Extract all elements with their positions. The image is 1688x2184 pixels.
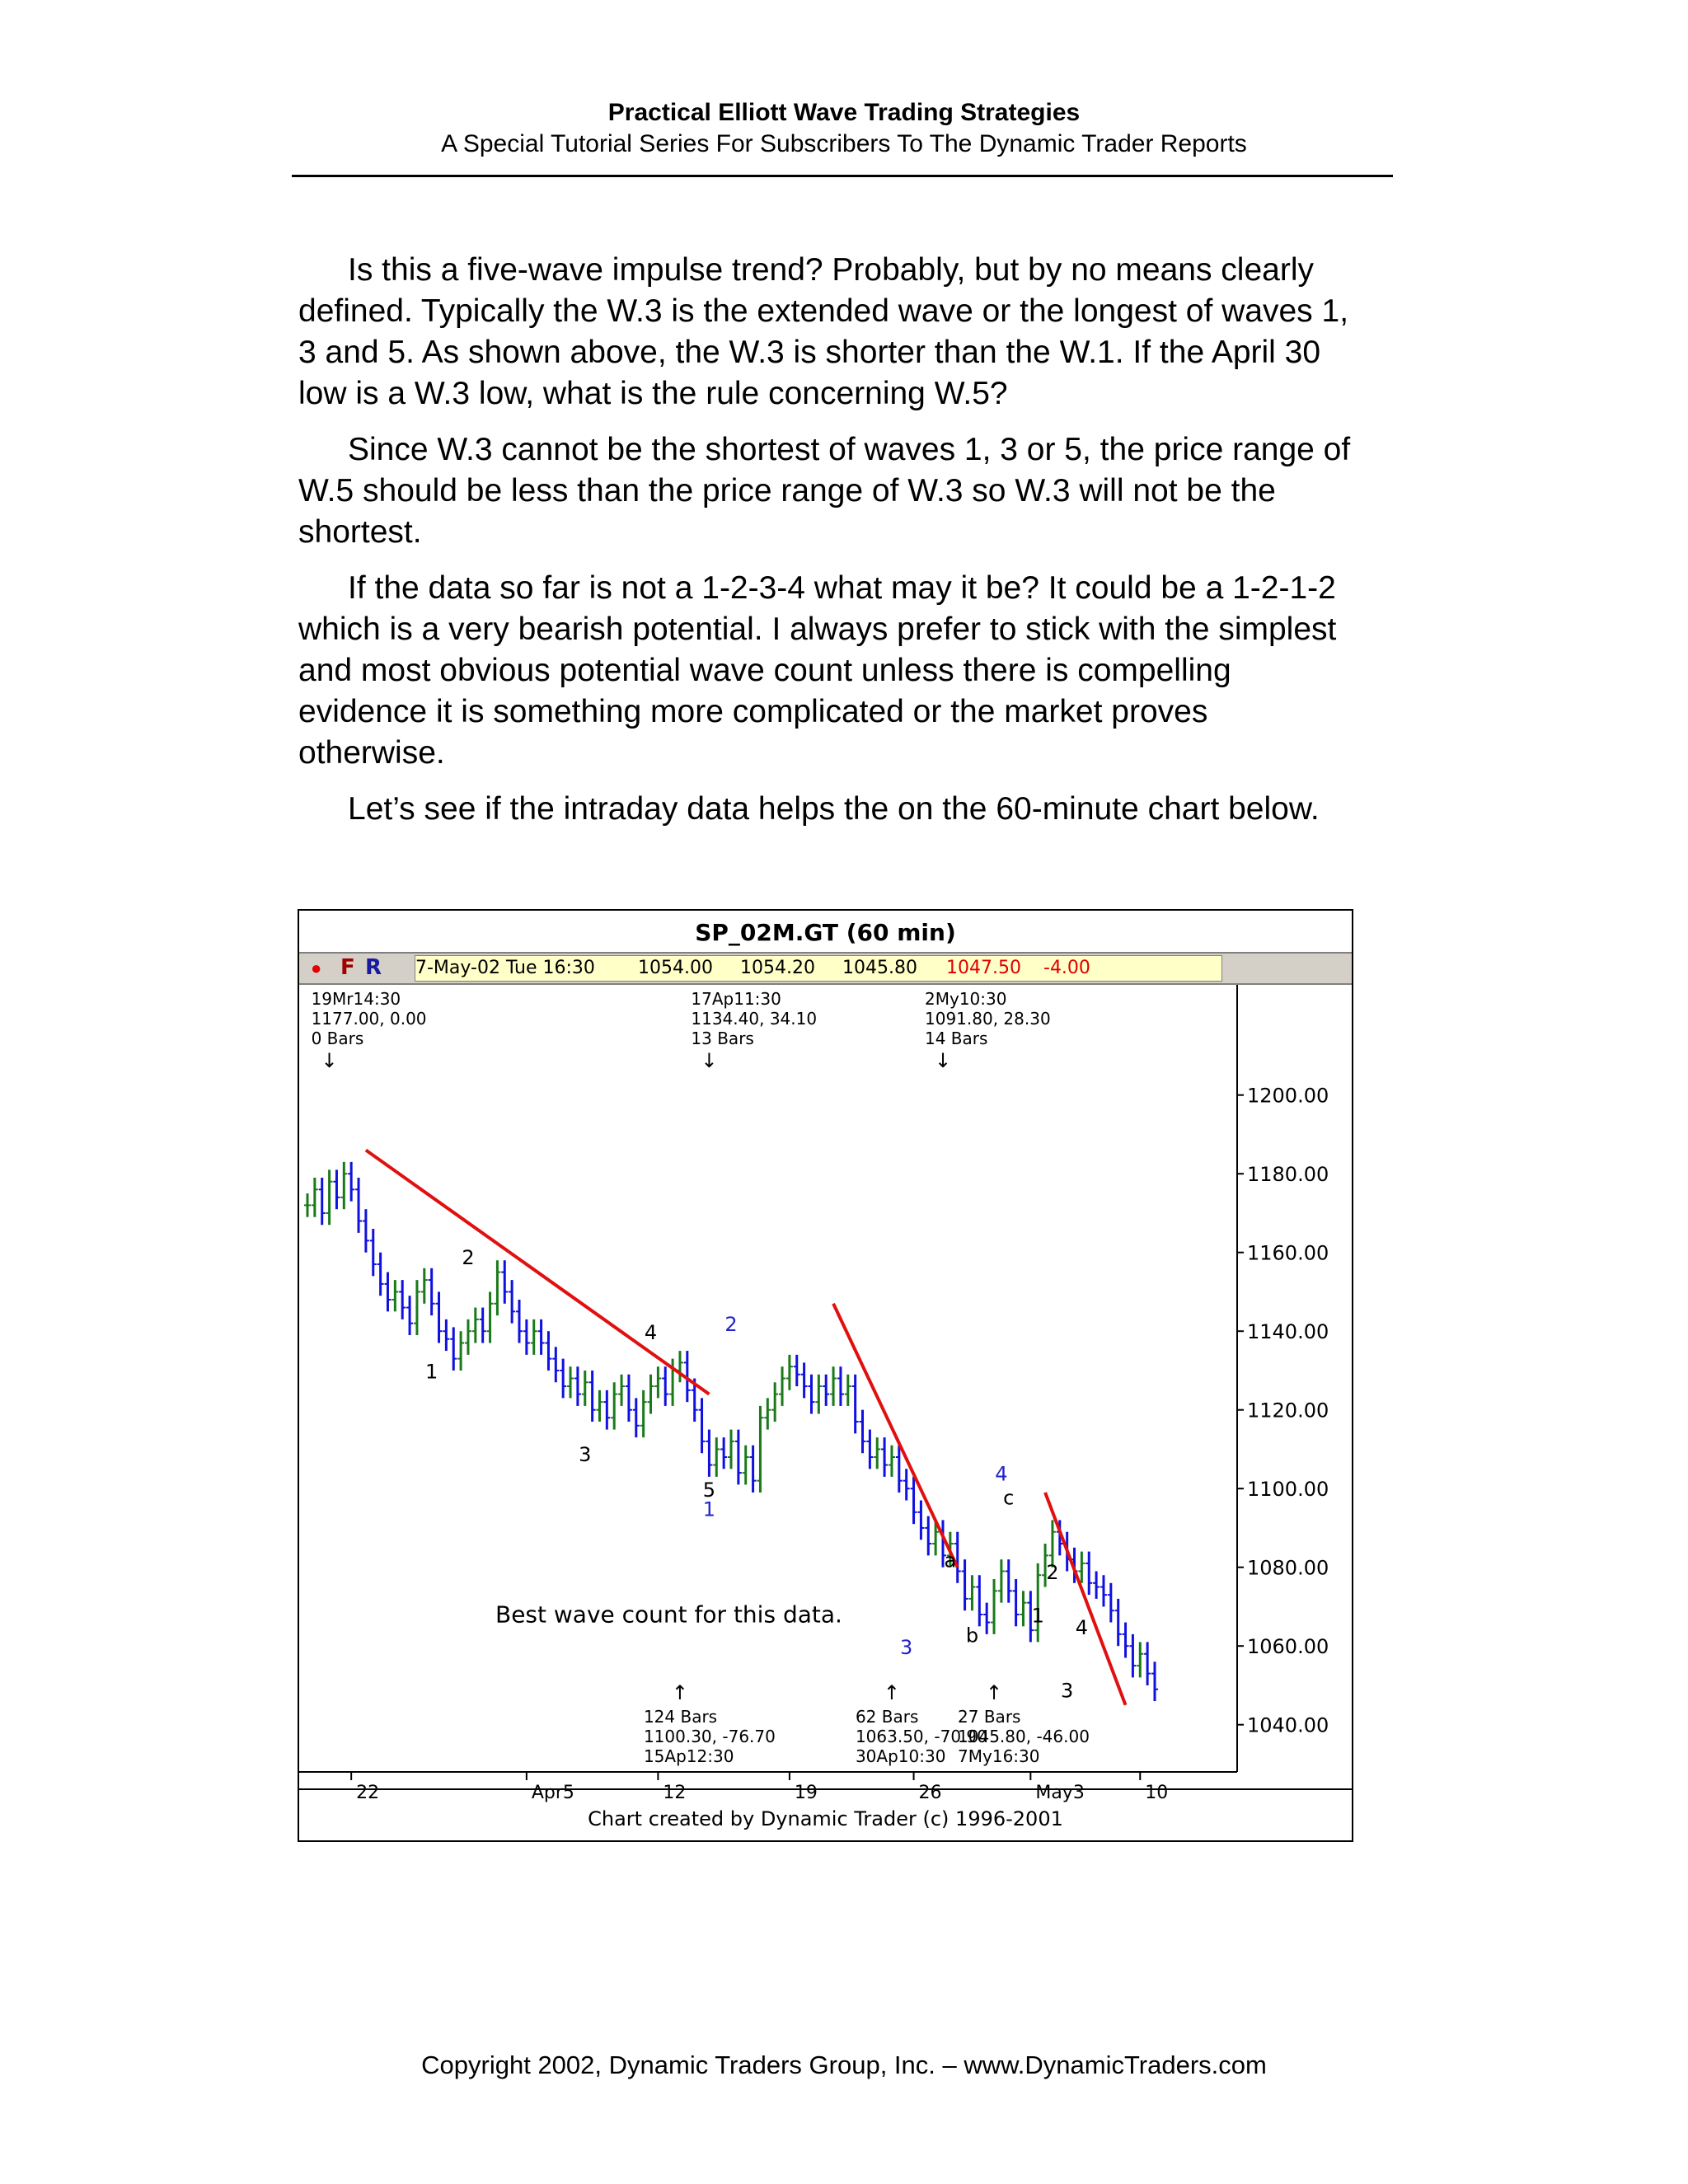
quote-close: 1047.50 bbox=[946, 958, 1021, 978]
wave-label: 4 bbox=[644, 1320, 658, 1344]
quote-date: 7-May-02 Tue 16:30 bbox=[415, 958, 595, 978]
wave-label: 2 bbox=[724, 1313, 738, 1337]
bottom-annotation-line: 1063.50, -70.90 bbox=[855, 1727, 987, 1746]
y-tick-label: 1180.00 bbox=[1247, 1163, 1329, 1187]
x-tick-label: 26 bbox=[918, 1783, 942, 1803]
price-chart bbox=[299, 985, 1352, 1839]
x-tick-label: Apr5 bbox=[531, 1783, 574, 1803]
y-tick-label: 1100.00 bbox=[1247, 1478, 1329, 1502]
top-annotation-line: 1177.00, 0.00 bbox=[311, 1009, 427, 1029]
quote-high: 1054.20 bbox=[740, 958, 815, 978]
wave-label: 3 bbox=[1061, 1679, 1074, 1703]
wave-label: 2 bbox=[1046, 1561, 1059, 1585]
bottom-annotation-line: 62 Bars bbox=[855, 1707, 919, 1727]
paragraph-2: Since W.3 cannot be the shortest of waves 1, 3 or 5, the price range of W.5 should be less than the price range of W.3 so W.3 will not be the shortest. bbox=[298, 432, 1351, 550]
y-tick-label: 1080.00 bbox=[1247, 1556, 1329, 1580]
trendline bbox=[833, 1304, 958, 1568]
document-subtitle: A Special Tutorial Series For Subscribers To The Dynamic Trader Reports bbox=[441, 130, 1247, 157]
quote-bar bbox=[415, 955, 1222, 982]
y-tick-label: 1040.00 bbox=[1247, 1713, 1329, 1737]
quote-open: 1054.00 bbox=[638, 958, 713, 978]
bottom-annotation-line: 7My16:30 bbox=[958, 1746, 1040, 1766]
quote-low: 1045.80 bbox=[842, 958, 917, 978]
y-tick-label: 1140.00 bbox=[1247, 1320, 1329, 1344]
r-button[interactable]: R bbox=[365, 955, 382, 980]
y-tick-label: 1060.00 bbox=[1247, 1635, 1329, 1659]
bottom-annotation-line: 1100.30, -76.70 bbox=[643, 1727, 776, 1746]
x-tick-label: May3 bbox=[1035, 1783, 1085, 1803]
f-button[interactable]: F bbox=[340, 955, 355, 980]
wave-label: 1 bbox=[1031, 1604, 1044, 1628]
chart-frame bbox=[298, 909, 1353, 1842]
trendline bbox=[1045, 1493, 1125, 1705]
paragraph-1: Is this a five-wave impulse trend? Probably, but by no means clearly defined. Typically the W.3 is the extended wave or the longest of waves 1, 3 and 5. As shown above, the W.3 is shorter than the W.1. If the April 30 low is a W.3 low, what is the rule concerning W.5? bbox=[298, 252, 1349, 411]
chart-footer: Chart created by Dynamic Trader (c) 1996-2001 bbox=[588, 1807, 1063, 1830]
up-arrow-icon: ↑ bbox=[883, 1681, 901, 1704]
wave-label: b bbox=[965, 1624, 979, 1647]
top-annotation-line: 1091.80, 28.30 bbox=[925, 1009, 1051, 1029]
trendline bbox=[366, 1151, 710, 1394]
wave-label: 3 bbox=[579, 1442, 592, 1466]
top-annotation-line: 19Mr14:30 bbox=[311, 989, 401, 1009]
wave-label: c bbox=[1003, 1486, 1015, 1510]
wave-label: a bbox=[944, 1549, 957, 1572]
document-title: Practical Elliott Wave Trading Strategies bbox=[607, 99, 1081, 126]
x-tick-label: 10 bbox=[1145, 1783, 1169, 1803]
up-arrow-icon: ↑ bbox=[671, 1681, 689, 1704]
paragraph-3: If the data so far is not a 1-2-3-4 what may it be? It could be a 1-2-1-2 which is a very bearish potential. I always prefer to stick with the simplest and most obvious potential wave count unless there is compelling evidence it is something more complicated or the market proves otherwise. bbox=[298, 570, 1337, 771]
top-annotation-line: 1134.40, 34.10 bbox=[691, 1009, 818, 1029]
up-arrow-icon: ↑ bbox=[985, 1681, 1003, 1704]
bottom-annotation-line: 1045.80, -46.00 bbox=[958, 1727, 1090, 1746]
bottom-annotation-line: 15Ap12:30 bbox=[643, 1746, 734, 1766]
wave-label: 4 bbox=[995, 1462, 1008, 1486]
top-annotation-line: 13 Bars bbox=[691, 1029, 754, 1048]
header-rule bbox=[292, 175, 1393, 177]
record-dot-icon[interactable]: ● bbox=[311, 958, 322, 978]
quote-change: -4.00 bbox=[1043, 958, 1090, 978]
wave-label: 1 bbox=[425, 1360, 438, 1384]
wave-label: 5 bbox=[702, 1478, 716, 1502]
down-arrow-icon: ↓ bbox=[934, 1049, 952, 1072]
wave-label: 1 bbox=[702, 1497, 716, 1521]
bottom-annotation-line: 27 Bars bbox=[958, 1707, 1021, 1727]
y-tick-label: 1120.00 bbox=[1247, 1399, 1329, 1422]
top-annotation-line: 2My10:30 bbox=[925, 989, 1007, 1009]
wave-label: 3 bbox=[900, 1635, 913, 1659]
y-tick-label: 1160.00 bbox=[1247, 1241, 1329, 1265]
chart-note: Best wave count for this data. bbox=[495, 1601, 842, 1629]
x-tick-label: 12 bbox=[663, 1783, 687, 1803]
top-annotation-line: 14 Bars bbox=[925, 1029, 988, 1048]
copyright-footer: Copyright 2002, Dynamic Traders Group, Inc. – www.DynamicTraders.com bbox=[421, 2050, 1267, 2079]
down-arrow-icon: ↓ bbox=[321, 1049, 338, 1072]
x-tick-label: 19 bbox=[794, 1783, 818, 1803]
top-annotation-line: 0 Bars bbox=[311, 1029, 364, 1048]
top-annotation-line: 17Ap11:30 bbox=[691, 989, 781, 1009]
chart-title: SP_02M.GT (60 min) bbox=[695, 919, 956, 946]
paragraph-4: Let’s see if the intraday data helps the on the 60-minute chart below. bbox=[348, 791, 1320, 827]
x-tick-label: 22 bbox=[356, 1783, 380, 1803]
bottom-annotation-line: 124 Bars bbox=[643, 1707, 718, 1727]
body-text bbox=[298, 250, 1353, 845]
chart-toolbar bbox=[299, 952, 1352, 985]
down-arrow-icon: ↓ bbox=[701, 1049, 718, 1072]
y-tick-label: 1200.00 bbox=[1247, 1084, 1329, 1108]
bottom-annotation-line: 30Ap10:30 bbox=[855, 1746, 946, 1766]
wave-label: 2 bbox=[462, 1246, 475, 1270]
wave-label: 4 bbox=[1075, 1615, 1089, 1639]
